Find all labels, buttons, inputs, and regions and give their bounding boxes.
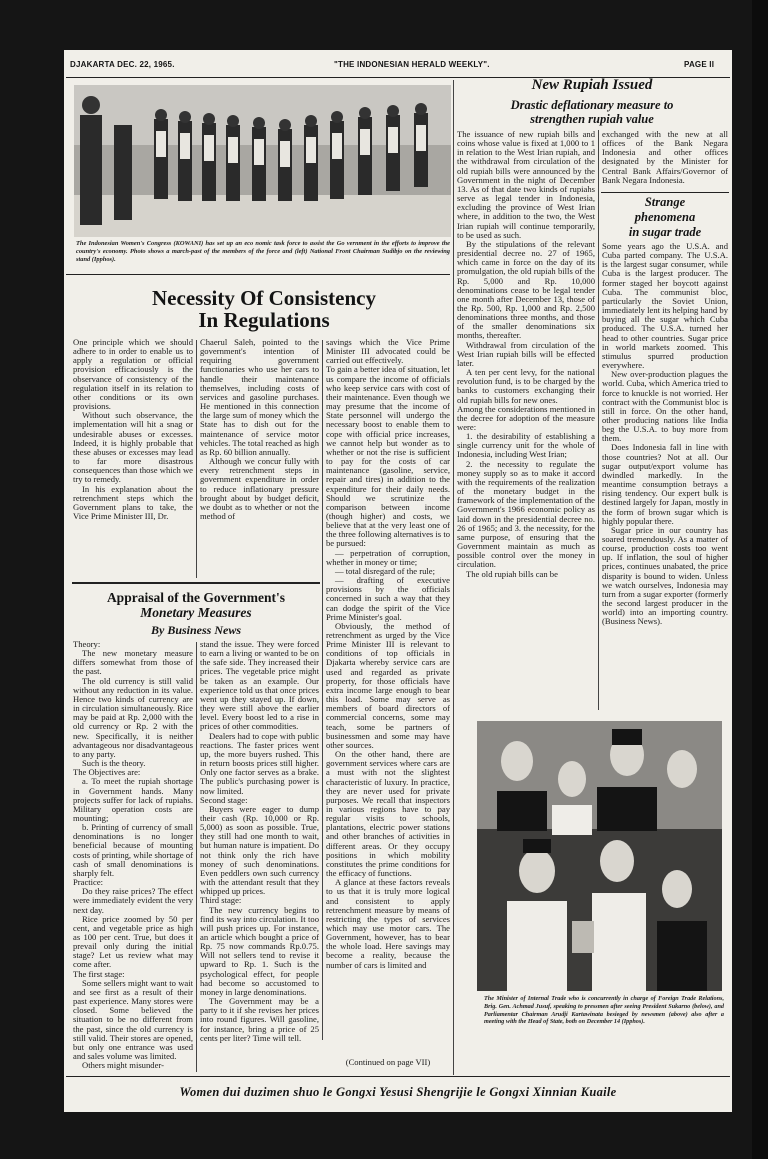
photo-caption-top: The Indonesian Women's Congress (KOWANI) has set up an eco nomic task force to assist the Go vernment in the efforts to improve the country's economy. Photo shows a march-past of the members of the force and (left) National Front Chairman Sudibjo on the reviewing stand (Ipphos). (76, 240, 450, 263)
page-number: PAGE II (684, 60, 715, 69)
headline-sugar-2: phenomena (634, 210, 696, 224)
appraisal-col-2 (200, 640, 319, 1078)
appraisal-paragraph: Some sellers might want to wait and see first as a result of their past experience. Many stores were closed. Some believed the situation to be no different from the past, since the old currency is still valid. Their stores are opened, but only one entrance was used and sales volume was limited. (73, 977, 193, 1062)
rupiah-col-2 (602, 130, 728, 188)
consistency-paragraph: savings which the Vice Prime Minister III advocated could be carried out effectively. (326, 338, 450, 366)
footer-rule (66, 1076, 730, 1077)
consistency-paragraph: A glance at these factors reveals to us that it is truly more logical and consistent to apply retrenchment measure by means of restricting the types of services which may use motor cars. The Government, however, has to bear the whole load. Here savings may become a reality, because the number of cars is limited and (326, 877, 450, 970)
appraisal-paragraph: Theory: (73, 640, 101, 649)
consistency-paragraph: — drafting of executive provisions by the officials concerned in such a way that they can dodge the spirit of the Vice Prime Minister's goal. (326, 575, 450, 622)
byline: By Business News (150, 623, 242, 637)
sugar-paragraph: New over-production plagues the world. Cuba, which America tried to force to knuckle is not worried. Her contract with the Communist bloc is still in force. On the other hand, other producing nations like India beg the U.S.A. to buy more from them. (602, 369, 728, 444)
rupiah-col-1 (457, 130, 595, 748)
appraisal-paragraph: Such is the theory. (82, 758, 146, 769)
column-rule (453, 80, 454, 1075)
consistency-paragraph: Chaerul Saleh, pointed to the government's intention of requiring government functionaries who use her cars to handle their maintenance themselves, including costs of services and gasoline purchases. He mentioned in this connection the large sum of money which the State has to dish out for the maintenance of service motor vehicles. The total reached as high as Rp. 60 billion annually. (200, 338, 319, 457)
consistency-paragraph: Although we concur fully with every retrenchment steps in government expenditure in order to reduce inflationary pressure brought about by budget deficit, we doubt as to whether or not the method of (200, 456, 319, 521)
consistency-paragraph: Without such observance, the implementation will hit a snag or undesirable abuses or excesses. Indeed, it is highly probable that these abuses or excesses may lead to far more disastrous consequences than those which we try to remedy. (73, 410, 193, 485)
rupiah-paragraph: A ten per cent levy, for the national revolution fund, is to be charged by the banks to customers exchanging their old rupiah bills for new ones. (457, 367, 595, 405)
appraisal-col-1 (73, 640, 193, 1078)
appraisal-paragraph: a. To meet the rupiah shortage in Government hands. Many projects suffer for lack of rupiahs. Military operation costs are mounting; (73, 776, 193, 823)
rupiah-paragraph: The issuance of new rupiah bills and coins whose value is fixed at 1,000 to 1 in relation to the West Irian rupiah, and the withdrawal from circulation of the old rupiah bills were announced by the Government in the night of December 13. As of that date two kinds of rupiahs serve as legal tender in Indonesia, excluding the province of West Irian where, in addition to the two, the West Irian rupiah will continue temporarily, to be used as such. (457, 130, 595, 240)
appraisal-paragraph: The Government may be a party to it if she revises her prices into round figures. Will gasoline, for instance, bring a price of 25 cents per liter? Time will tell. (200, 996, 319, 1043)
masthead (64, 58, 732, 74)
headline-appraisal-2: Monetary Measures (140, 605, 252, 620)
scan-edge (752, 0, 768, 1159)
appraisal-paragraph: The first stage: (73, 968, 125, 979)
rupiah-paragraph: exchanged with the new at all offices of the Bank Negara Indonesia and other offices designated by the Minister for Central Bank Affairs/Governor of Bank Negara Indonesia. (602, 130, 728, 185)
appraisal-paragraph: Second stage: (200, 794, 248, 805)
consistency-paragraph: — total disregard of the rule; (335, 565, 435, 576)
consistency-col-3 (326, 338, 450, 1058)
appraisal-paragraph: Practice: (73, 877, 104, 888)
rupiah-paragraph: By the stipulations of the relevant presidential decree no. 27 of 1965, which came in force on the day of its promulgation, the old rupiah bills of the Rp. 5,000 and Rp. 10,000 denominations cease to be legal tender one month after December 13, those of the Rp. 500, Rp. 1,000 and Rp. 2,500 denominations three months, and those of the smaller denominations six months, thereafter. (457, 238, 595, 341)
subhead-rupiah-2: strengthen rupiah value (530, 112, 654, 126)
photo-caption-bottom: The Minister of Internal Trade who is concurrently in charge of Foreign Trade Relations, Brig. Gen. Achmad Jusuf, speaking to pressmen after seeing President Sukarno (below), and Parliamentar Chairman Arudji Kartawinata besieged by newsmen (above) also after a meeting with the Head of State, both on December 14 (Ipphos). (484, 995, 724, 1026)
rupiah-paragraph: 2. the necessity to regulate the money supply so as to make it accord with the requirements of the realization of the monetary budget in the framework of the implementation of the Government's 1966 economic policy as laid down in the presidential decree no. 26 of 1965; and 3. the necessity, for the same purpose, of ensuring that the Government maintain as much as possible control over the money in circulation. (457, 458, 595, 570)
consistency-paragraph: Obviously, the method of retrenchment as urged by the Vice Prime Minister III is relevant to conditions of top officials in Djakarta whereby service cars are used and regarded as private property, for those officials have extra income large enough to bear this load. Some may serve as members of board directors of commercial concerns, some may teach, some be partners of businessmen and some may have other sources. (326, 620, 450, 750)
column-rule (598, 130, 599, 710)
column-rule (322, 340, 323, 1040)
appraisal-paragraph: Dealers had to cope with public reactions. The faster prices went up, the more buyers rushed. This in return boosts prices still higher. Only one factor serves as a brake. The public's purchasing power is now limited. (200, 730, 319, 796)
headline-consistency-1: Necessity Of Consistency (152, 286, 376, 310)
headline-appraisal-1: Appraisal of the Government's (106, 590, 286, 605)
headline-sugar-1: Strange (644, 195, 686, 209)
consistency-paragraph: One principle which we should adhere to in order to enable us to apply a regulation or official provision efficaciously is the observance of consistency of the regulation itself in its relation to other conditions or its own provisions. (73, 338, 193, 412)
newspaper-page (64, 50, 732, 1112)
headline-consistency-2: In Regulations (198, 308, 330, 332)
appraisal-paragraph: b. Printing of currency of small denominations is no longer beneficial because of mounting costs of printing, while shortage of cash of small denominations is sharply felt. (73, 822, 193, 878)
footer-greeting: Women dui duzimen shuo le Gongxi Yesusi Shengrijie le Gongxi Xinnian Kuaile (179, 1085, 617, 1099)
column-rule (196, 340, 197, 578)
rupiah-paragraph: 1. the desirability of establishing a single currency unit for the whole of Indonesia, including West Irian; (457, 431, 595, 460)
appraisal-paragraph: Others might misunder- (82, 1060, 164, 1071)
consistency-paragraph: On the other hand, there are government services where cars are a must with not the slightest characteristic of luxury. In practice, they are never used for private purposes. We recall that inspectors in various regions have to pay regular visits to schools, plantations, electric power stations and other branches of activities in different areas. Or they occupy positions in which mobility constitutes the prime conditions for the efficacy of functions. (326, 749, 450, 879)
photo-minister-pressmen (477, 721, 722, 991)
consistency-paragraph: To gain a better idea of situation, let us compare the income of officials who keep service cars with cost of their maintenance. Even though we may presume that the income of State personnel will undergo the necessary boost to enable them to cope with official price increases, we cannot help but wonder as to whether or not the rise is sufficient to pay for the costs of car maintenance (gasoline, service, repair and tires) in addition to the expenditure for their daily needs. Should we scrutinize the comparison between income (though higher) and costs, we believe that at the very least one of the three following alternatives is to be pursued: (326, 364, 450, 549)
sugar-paragraph: Sugar price in our country has soared tremendously. As a matter of course, production costs too went up. If inflation, the soul of higher prices, continues unabated, the price disparity is bound to widen. Unless we watch ourselves, Indonesia may turn from a sugar exporter (formerly the second largest producer in the world) into an importing country. (Business News). (602, 524, 728, 627)
appraisal-paragraph: The new currency begins to find its way into circulation. It too will push prices up. For instance, an article which bought a price of Rp. 75 now commands Rp.0.75. Will not sellers tend to revise it upward to Rp. 1. Such is the psychological effect, for people had become so accustomed to money in large denominations. (200, 904, 319, 997)
subhead-rupiah-1: Drastic deflationary measure to (510, 98, 674, 112)
appraisal-paragraph: The Objectives are: (73, 767, 141, 778)
appraisal-paragraph: Third stage: (200, 895, 242, 906)
box-rule (72, 582, 320, 584)
rupiah-paragraph: The old rupiah bills can be (466, 568, 558, 579)
sugar-paragraph: Some years ago the U.S.A. and Cuba parted company. The U.S.A. is the largest sugar consumer, while Cuba is the largest producer. The former staged her boycott against Cuba. The communist bloc, particularly the Soviet Union, immediately lent its helping hand by buying all the sugar which Cuba produced. The U.S.A. turned her head to other countries. Sugar price in world markets zoomed. This stimulus spurred production everywhere. (602, 242, 728, 371)
consistency-paragraph: — perpetration of corruption, whether in money or time; (326, 547, 450, 567)
continued-note: (Continued on page VII) (345, 1058, 431, 1067)
consistency-paragraph: In his explanation about the retrenchment steps which the Government plans to take, the Vice Prime Minister III, Dr. (73, 483, 193, 521)
consistency-col-2 (200, 338, 319, 580)
sugar-paragraph: Does Indonesia fall in line with those countries? Not at all. Our sugar output/export volume has dwindled markedly. In the meantime consumption betrays a rising tendency. Our expert bulk is destined largely for Japan, mostly in the form of brown sugar which is highly popular there. (602, 442, 728, 526)
sugar-body (602, 242, 728, 712)
appraisal-paragraph: The new monetary measure differs somewhat from those of the past. (73, 648, 193, 677)
appraisal-paragraph: Buyers were eager to dump their cash (Rp. 10,000 or Rp. 5,000) as soon as possible. True, they still had one month to wait, but human nature is impatient. Do not think only the rich have money of such denominations. Even peddlers own such currency with the attendant result that they whipped up prices. (200, 803, 319, 897)
rupiah-paragraph: Withdrawal from circulation of the West Irian rupiah bills will be effected later. (457, 339, 595, 368)
dateline: DJAKARTA DEC. 22, 1965. (70, 60, 175, 69)
column-rule (196, 642, 197, 1072)
appraisal-paragraph: Rice price zoomed by 50 per cent, and vegetable price as high as 100 per cent. True, but does it prevail only during the initial stage? Let us review what may come after. (73, 913, 193, 970)
paper-name: "THE INDONESIAN HERALD WEEKLY". (334, 60, 490, 69)
headline-sugar-3: in sugar trade (628, 225, 702, 239)
appraisal-paragraph: The old currency is still valid without any reduction in its value. Hence two kinds of currency are in circulation simultaneously. Rice may be paid at Rp. 2,000 with the old currency or Rp. 2 with the new. Specifically, it is neither advantageous nor disadvantageous to any party. (73, 675, 193, 759)
section-rule (66, 274, 450, 275)
appraisal-paragraph: Do they raise prices? The effect were immediately evident the very next day. (73, 886, 193, 915)
rupiah-paragraph: Among the considerations mentioned in the decree for adoption of the measure were: (457, 403, 595, 432)
headline-rupiah: New Rupiah Issued (531, 77, 653, 93)
box-rule (601, 192, 729, 193)
appraisal-paragraph: stand the issue. They were forced to earn a living or wanted to be on the safe side. They increased their prices. The vegetable price might be taken as an example. Our experience told us that once prices went up they stayed up. If down, they were still above the earlier level. Every boost led to a rise in prices of other commodities. (200, 640, 319, 732)
consistency-col-1 (73, 338, 193, 580)
photo-kowani-march (74, 85, 451, 237)
